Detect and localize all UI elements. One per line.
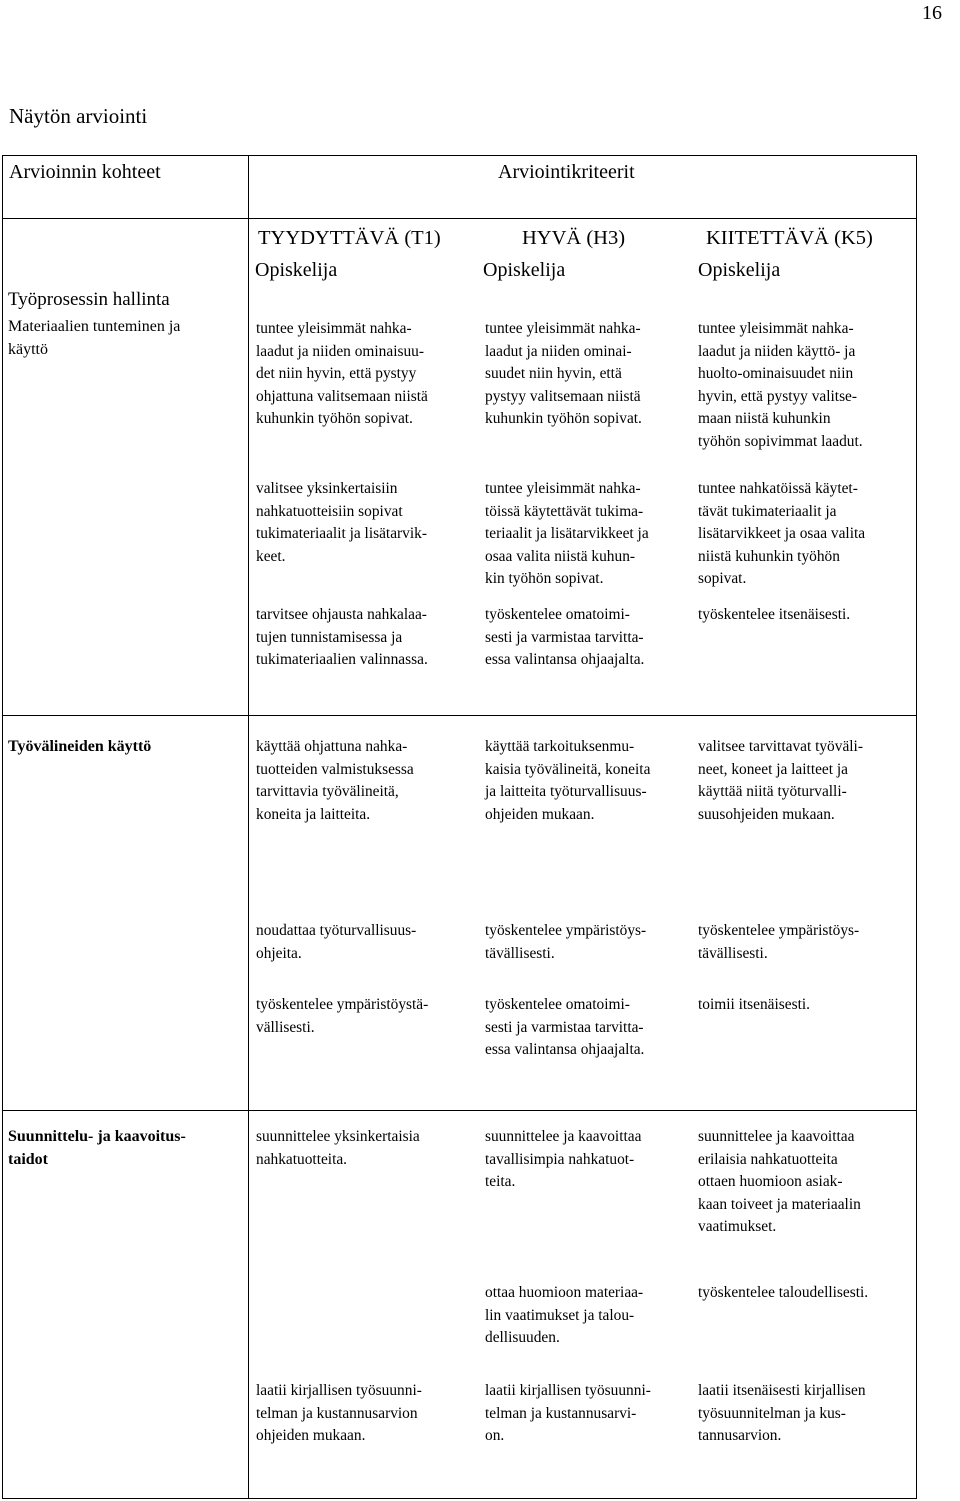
criteria-cell: suunnittelee ja kaavoittaa tavallisimpia nahkatuot- teita.	[485, 1128, 642, 1190]
criteria-cell: ottaa huomioon materiaa- lin vaatimukset ja talou- dellisuuden.	[485, 1284, 644, 1346]
criteria-cell: työskentelee itsenäisesti.	[698, 606, 851, 623]
criteria-cell: tuntee yleisimmät nahka- laadut ja niiden ominaisuu- det niin hyvin, että pystyy ohjattuna valitsemaan niistä kuhunkin työhön sopivat.	[256, 320, 428, 427]
criteria-cell: suunnittelee ja kaavoittaa erilaisia nahkatuotteita ottaen huomioon asiak- kaan toiveet ja materiaalin vaatimukset.	[698, 1128, 861, 1235]
table-border-top	[2, 155, 917, 156]
criteria-cell: laatii kirjallisen työsuunni- telman ja kustannusarvion ohjeiden mukaan.	[256, 1382, 422, 1444]
table-border-bottom	[2, 1498, 917, 1499]
subheader-student-3: Opiskelija	[698, 259, 781, 281]
criteria-cell: työskentelee ympäristöys- tävällisesti.	[698, 922, 860, 962]
page-heading: Näytön arviointi	[9, 104, 148, 128]
criteria-cell: tuntee yleisimmät nahka- laadut ja niiden käyttö- ja huolto-ominaisuudet niin hyvin, että pystyy valitse- maan niistä kuhunkin työhön sopivimmat laadut.	[698, 320, 863, 450]
section-title: Työprosessin hallinta	[8, 289, 170, 310]
criteria-cell: valitsee tarvittavat työväli- neet, koneet ja laitteet ja käyttää niitä työturvalli- suusohjeiden mukaan.	[698, 738, 863, 823]
criteria-cell: tuntee yleisimmät nahka- töissä käytettävät tukima- teriaalit ja lisätarvikkeet ja osaa valita niistä kuhun- kin työhön sopivat.	[485, 480, 649, 587]
criteria-cell: työskentelee taloudellisesti.	[698, 1284, 869, 1301]
column-header-targets: Arvioinnin kohteet	[9, 161, 161, 183]
subheader-student-2: Opiskelija	[483, 259, 566, 281]
table-divider-row2	[2, 1110, 917, 1111]
level-satisfactory: TYYDYTTÄVÄ (T1)	[258, 227, 441, 249]
table-column-divider	[248, 155, 249, 1499]
table-border-left	[2, 155, 3, 1499]
criteria-cell: käyttää ohjattuna nahka- tuotteiden valmistuksessa tarvittavia työvälineitä, koneita ja laitteita.	[256, 738, 414, 823]
criteria-cell: työskentelee ympäristöystä- vällisesti.	[256, 996, 429, 1036]
table-border-right	[916, 155, 917, 1499]
criteria-cell: käyttää tarkoituksenmu- kaisia työvälineitä, koneita ja laitteita työturvallisuus- ohjeiden mukaan.	[485, 738, 651, 823]
criteria-cell: työskentelee omatoimi- sesti ja varmistaa tarvitta- essa valintansa ohjaajalta.	[485, 606, 645, 668]
criteria-cell: tuntee yleisimmät nahka- laadut ja niiden ominai- suudet niin hyvin, että pystyy valitsemaan niistä kuhunkin työhön sopivat.	[485, 320, 642, 427]
criteria-cell: laatii itsenäisesti kirjallisen työsuunnitelman ja kus- tannusarvion.	[698, 1382, 866, 1444]
criteria-cell: valitsee yksinkertaisiin nahkatuotteisiin sopivat tukimateriaalit ja lisätarvik- keet.	[256, 480, 427, 565]
level-excellent: KIITETTÄVÄ (K5)	[706, 227, 873, 249]
column-header-criteria: Arviointikriteerit	[498, 161, 635, 183]
criteria-cell: työskentelee ympäristöys- tävällisesti.	[485, 922, 647, 962]
criteria-cell: tuntee nahkatöissä käytet- tävät tukimateriaalit ja lisätarvikkeet ja osaa valita niistä kuhunkin työhön sopivat.	[698, 480, 866, 587]
criteria-cell: suunnittelee yksinkertaisia nahkatuotteita.	[256, 1128, 420, 1168]
row-label-design: Suunnittelu- ja kaavoitus- taidot	[8, 1128, 186, 1168]
row-label-materials: Materiaalien tunteminen ja käyttö	[8, 318, 181, 358]
table-divider-row1	[2, 715, 917, 716]
page-number: 16	[922, 2, 942, 24]
criteria-cell: laatii kirjallisen työsuunni- telman ja kustannusarvi- on.	[485, 1382, 651, 1444]
criteria-cell: toimii itsenäisesti.	[698, 996, 811, 1013]
criteria-cell: työskentelee omatoimi- sesti ja varmistaa tarvitta- essa valintansa ohjaajalta.	[485, 996, 645, 1058]
row-label-tools: Työvälineiden käyttö	[8, 738, 152, 755]
criteria-cell: noudattaa työturvallisuus- ohjeita.	[256, 922, 417, 962]
subheader-student-1: Opiskelija	[255, 259, 338, 281]
level-good: HYVÄ (H3)	[522, 227, 626, 249]
criteria-cell: tarvitsee ohjausta nahkalaa- tujen tunnistamisessa ja tukimateriaalien valinnassa.	[256, 606, 428, 668]
table-header-divider	[2, 218, 917, 219]
